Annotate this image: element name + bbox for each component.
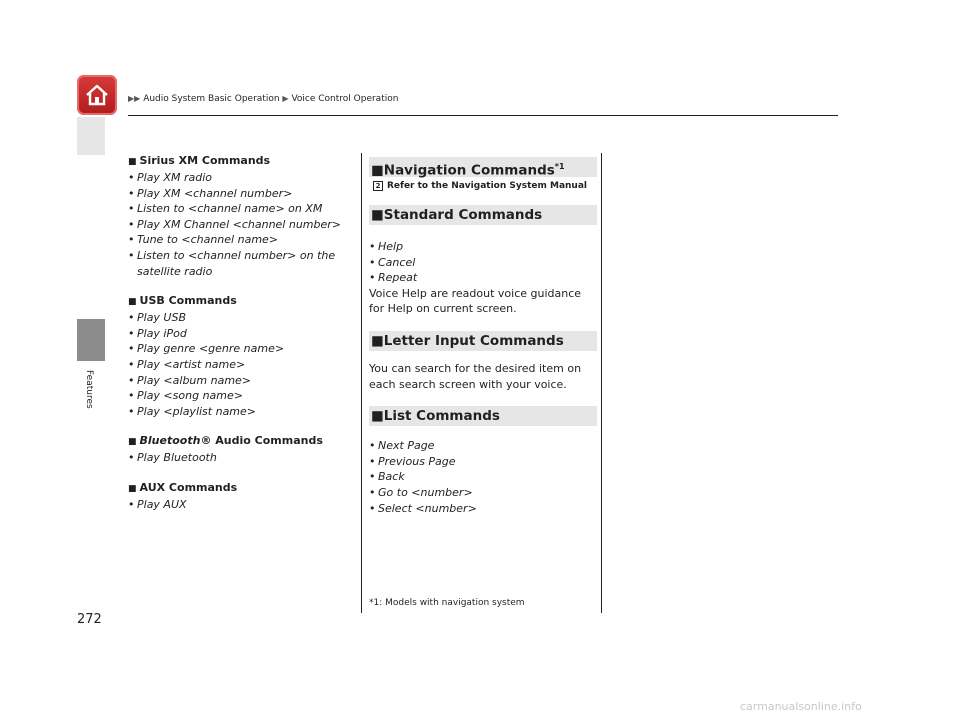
reference-icon: 2 — [373, 181, 383, 191]
list-item: • Play iPod — [128, 326, 348, 342]
section-bar: ■Navigation Commands$^{*1}$ — [369, 157, 597, 177]
section-bar: ■Letter Input Commands — [369, 331, 597, 351]
section-heading: ■ USB Commands — [128, 294, 237, 308]
list-item: • Play genre <genre name> — [128, 341, 348, 357]
square-bullet-icon: ■ — [371, 207, 384, 223]
list-item: • Play XM <channel number> — [128, 186, 348, 202]
square-bullet-icon: ■ — [128, 483, 137, 494]
command-list — [128, 170, 348, 279]
list-item: • Cancel — [369, 255, 597, 271]
list-item: • Tune to <channel name> — [128, 232, 348, 248]
list-item: • Play XM radio — [128, 170, 348, 186]
square-bullet-icon: ■ — [128, 437, 137, 448]
section-heading: ■ Sirius XM Commands — [128, 154, 271, 167]
side-tab-active — [77, 319, 105, 361]
list-item: • Listen to <channel number> on the satellite radio — [128, 248, 348, 279]
footnote: *1: Models with navigation system — [369, 598, 525, 608]
list-item: • Play USB — [128, 310, 348, 326]
command-list — [369, 239, 597, 286]
list-item: • Go to <number> — [369, 485, 597, 501]
header-divider — [128, 115, 838, 116]
breadcrumb — [128, 94, 398, 104]
list-item: • Play XM Channel <channel number> — [128, 217, 348, 233]
section-heading: ■ AUX Commands — [128, 480, 238, 494]
list-item: • Play <playlist name> — [128, 404, 348, 420]
footnote-marker: *1 — [554, 162, 565, 171]
square-bullet-icon: ■ — [128, 297, 137, 308]
breadcrumb-item[interactable]: Audio System Basic Operation — [143, 94, 280, 104]
breadcrumb-item[interactable]: Voice Control Operation — [291, 94, 399, 104]
side-tab-top — [77, 117, 105, 155]
section-heading: ■ Bluetooth® Audio Commands — [128, 434, 323, 448]
chevron-right-icon: ▶▶ — [128, 94, 141, 103]
square-bullet-icon: ■ — [371, 332, 384, 349]
paragraph: You can search for the desired item on each search screen with your voice. — [369, 361, 582, 391]
list-item: • Listen to <channel name> on XM — [128, 201, 348, 217]
square-bullet-icon: ■ — [128, 157, 137, 167]
list-item: • Previous Page — [369, 454, 597, 470]
command-list — [369, 438, 597, 516]
section-bar: ■Standard Commands — [369, 205, 597, 225]
command-list — [128, 497, 348, 513]
list-item: • Repeat — [369, 270, 597, 286]
list-item: • Select <number> — [369, 501, 597, 517]
list-item: • Help — [369, 239, 597, 255]
paragraph: Voice Help are readout voice guidance for Help on current screen. — [369, 286, 582, 316]
page-number: 272 — [77, 612, 102, 627]
home-icon — [83, 81, 111, 109]
home-button[interactable] — [77, 75, 117, 115]
list-item: • Next Page — [369, 438, 597, 454]
list-item: • Play <song name> — [128, 388, 348, 404]
watermark: carmanualsonline.info — [740, 700, 862, 713]
list-item: • Back — [369, 469, 597, 485]
section-bar: ■List Commands — [369, 406, 597, 426]
command-list — [128, 450, 348, 466]
chevron-right-icon: ▶ — [282, 94, 289, 103]
list-item: • Play AUX — [128, 497, 348, 513]
list-item: • Play <album name> — [128, 373, 348, 389]
list-item: • Play Bluetooth — [128, 450, 348, 466]
side-label: Features — [84, 370, 94, 409]
column-divider — [361, 153, 362, 613]
square-bullet-icon: ■ — [371, 408, 384, 425]
column-divider — [601, 153, 602, 613]
square-bullet-icon: ■ — [371, 162, 384, 179]
left-column — [128, 153, 348, 527]
command-list — [128, 310, 348, 419]
right-column — [369, 157, 597, 530]
cross-reference[interactable]: 2 Refer to the Navigation System Manual — [369, 181, 597, 191]
list-item: • Play <artist name> — [128, 357, 348, 373]
